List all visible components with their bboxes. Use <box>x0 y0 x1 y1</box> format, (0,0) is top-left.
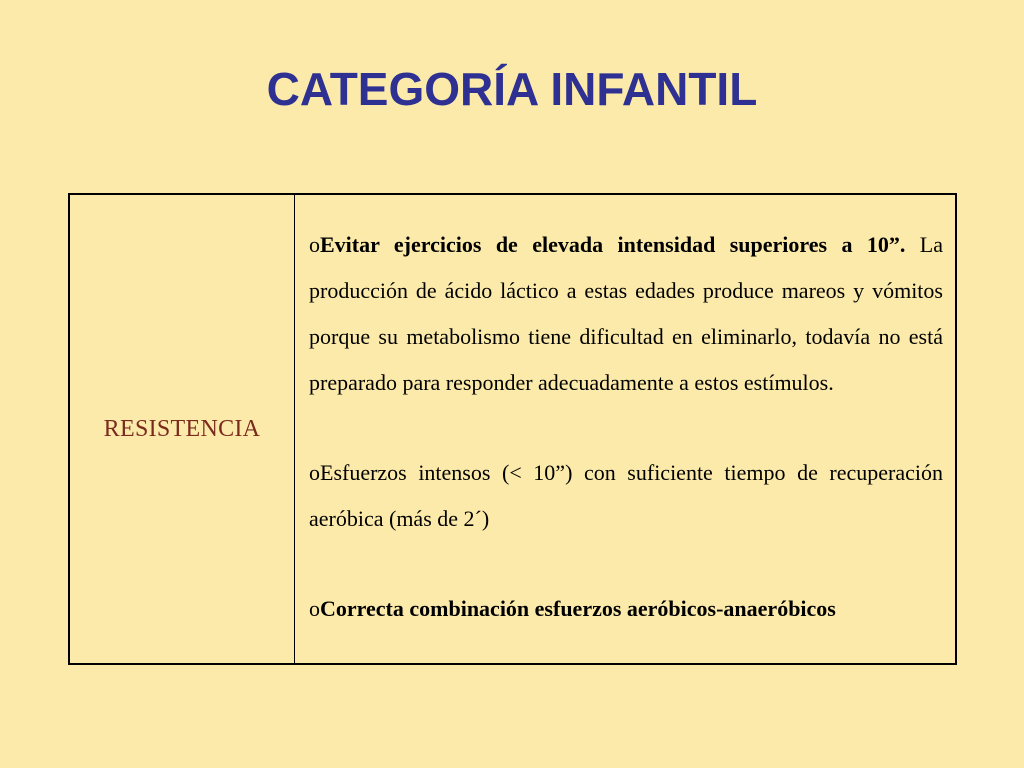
table-row <box>69 194 956 664</box>
category-cell <box>69 194 295 664</box>
list-item <box>309 450 943 542</box>
item-bold-text: Evitar ejercicios de elevada intensidad superiores a 10”. <box>320 232 906 257</box>
item-bold-text: Correcta combinación esfuerzos aeróbicos-anaeróbicos <box>320 596 836 621</box>
category-label: RESISTENCIA <box>103 415 261 442</box>
bullet-marker: o <box>309 460 320 485</box>
bullet-marker: o <box>309 232 320 257</box>
list-item <box>309 222 943 406</box>
content-table <box>68 193 957 665</box>
item-text: La producción de ácido láctico a estas edades produce mareos y vómitos porque su metabolismo tiene dificultad en eliminarlo, todavía no está preparado para responder adecuadamente a estos estímulos. <box>309 232 943 395</box>
slide-title: CATEGORÍA INFANTIL <box>266 63 758 115</box>
list-item <box>309 586 943 632</box>
bullet-marker: o <box>309 596 320 621</box>
description-cell <box>295 194 957 664</box>
item-text: Esfuerzos intensos (< 10”) con suficiente tiempo de recuperación aeróbica (más de 2´) <box>309 460 943 531</box>
